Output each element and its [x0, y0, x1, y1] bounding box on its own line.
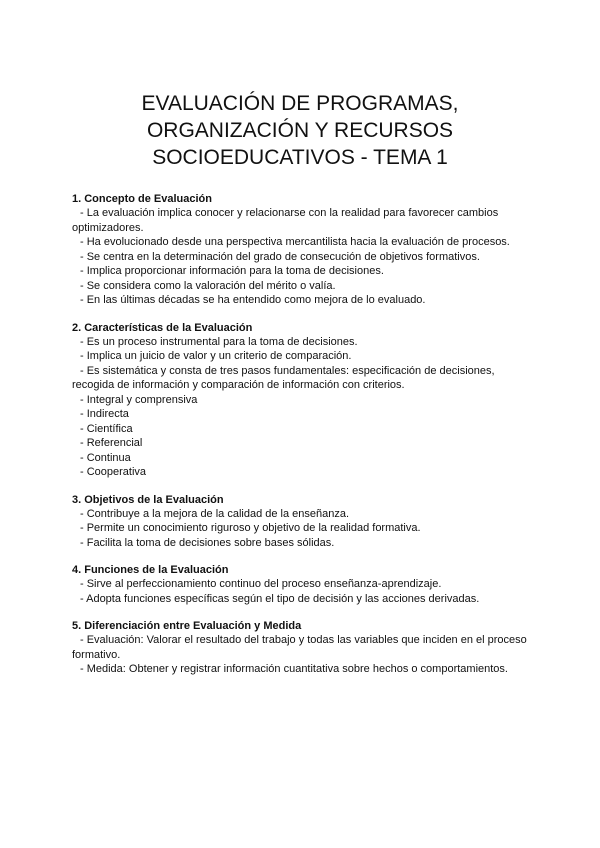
title-line: ORGANIZACIÓN Y RECURSOS — [146, 119, 454, 142]
bullet-list — [72, 206, 532, 308]
section-heading: 1. Concepto de Evaluación — [72, 193, 212, 205]
list-item: - La evaluación implica conocer y relacionarse con la realidad para favorecer cambios optimizadores. — [72, 207, 499, 234]
bullet-list — [72, 633, 532, 677]
bullet-list — [72, 335, 532, 480]
section-objetivos — [72, 493, 532, 551]
list-item: - En las últimas décadas se ha entendido como mejora de lo evaluado. — [80, 294, 426, 306]
section-heading: 2. Características de la Evaluación — [72, 321, 253, 334]
list-item: - Se considera como la valoración del mérito o valía. — [80, 279, 336, 292]
list-item: - Integral y comprensiva — [80, 393, 198, 406]
list-item: - Ha evolucionado desde una perspectiva mercantilista hacia la evaluación de procesos. — [80, 236, 510, 248]
list-item: - Referencial — [80, 437, 143, 449]
list-item: - Medida: Obtener y registrar información cuantitativa sobre hechos o comportamientos. — [80, 663, 508, 675]
list-item: - Continua — [80, 451, 131, 464]
list-item: - Es un proceso instrumental para la toma de decisiones. — [80, 335, 358, 348]
list-item: - Facilita la toma de decisiones sobre bases sólidas. — [80, 536, 335, 549]
list-item: - Sirve al perfeccionamiento continuo del proceso enseñanza-aprendizaje. — [80, 578, 442, 590]
list-item: - Permite un conocimiento riguroso y objetivo de la realidad formativa. — [80, 522, 421, 534]
list-item: - Evaluación: Valorar el resultado del trabajo y todas las variables que inciden en el proceso formativo. — [72, 634, 527, 661]
section-heading: 3. Objetivos de la Evaluación — [72, 493, 224, 506]
bullet-list — [72, 507, 532, 551]
section-diferenciacion — [72, 619, 532, 677]
document-body — [72, 192, 532, 690]
document-title — [0, 90, 600, 171]
title-line: EVALUACIÓN DE PROGRAMAS, — [141, 92, 459, 115]
section-heading: 5. Diferenciación entre Evaluación y Medida — [72, 620, 302, 632]
section-funciones — [72, 563, 532, 606]
section-heading: 4. Funciones de la Evaluación — [72, 564, 229, 576]
list-item: - Es sistemática y consta de tres pasos fundamentales: especificación de decisiones, recogida de información y comparación de información con criterios. — [72, 364, 495, 391]
title-line: SOCIOEDUCATIVOS - TEMA 1 — [152, 146, 448, 169]
section-caracteristicas — [72, 321, 532, 480]
list-item: - Se centra en la determinación del grado de consecución de objetivos formativos. — [80, 250, 480, 263]
list-item: - Contribuye a la mejora de la calidad de la enseñanza. — [80, 507, 350, 520]
list-item: - Cooperativa — [80, 466, 147, 478]
list-item: - Implica un juicio de valor y un criterio de comparación. — [80, 350, 352, 362]
list-item: - Implica proporcionar información para la toma de decisiones. — [80, 265, 384, 277]
list-item: - Científica — [80, 422, 133, 435]
list-item: - Indirecta — [80, 408, 129, 420]
bullet-list — [72, 577, 532, 606]
list-item: - Adopta funciones específicas según el tipo de decisión y las acciones derivadas. — [80, 592, 480, 605]
section-concepto — [72, 192, 532, 308]
